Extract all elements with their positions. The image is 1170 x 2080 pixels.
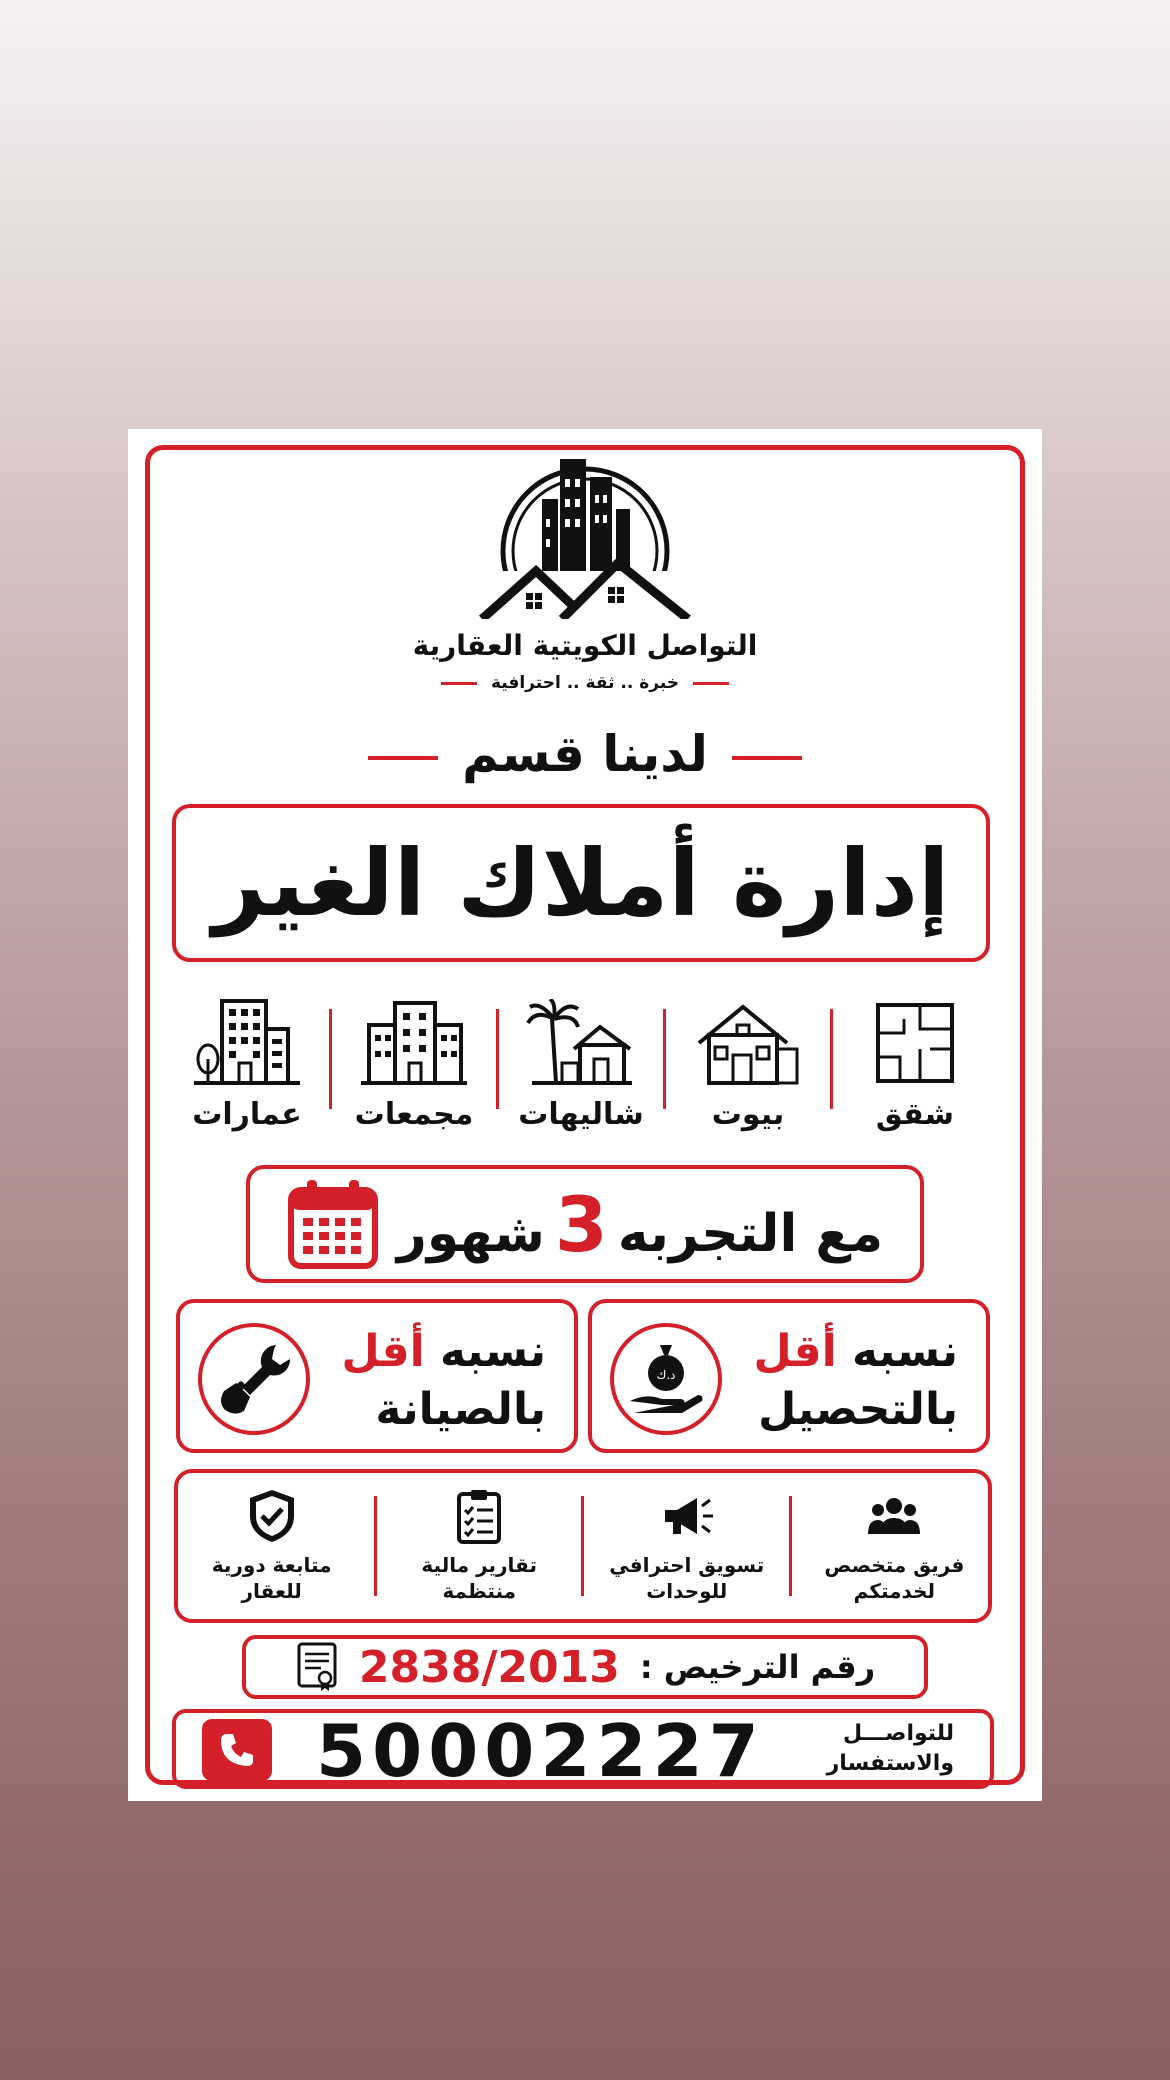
- property-type-houses: [673, 999, 823, 1132]
- license-box: [242, 1635, 928, 1699]
- clipboard-icon: [451, 1488, 507, 1544]
- lead-row: [128, 725, 1042, 783]
- lead-text: لدينا قسم: [462, 725, 708, 783]
- property-type-label: شقق: [875, 1097, 955, 1132]
- floor-plan-icon: [860, 999, 970, 1089]
- property-type-label: عمارات: [192, 1097, 302, 1132]
- trial-number: 3: [554, 1179, 608, 1269]
- fee-highlight: أقل: [341, 1326, 425, 1377]
- divider-line: [663, 1009, 666, 1109]
- bag-currency: د.ك: [656, 1368, 676, 1382]
- building-house-logo-icon: [468, 459, 702, 619]
- tower-building-icon: [192, 999, 302, 1089]
- company-tagline: خبرة .. ثقة .. احترافية: [490, 673, 680, 693]
- property-type-label: بيوت: [711, 1097, 785, 1132]
- flyer: [128, 429, 1042, 1801]
- fee-icon-circle: [198, 1323, 310, 1435]
- trial-prefix: مع التجربه: [617, 1203, 884, 1264]
- trial-text: [397, 1180, 883, 1269]
- divider-dash: [732, 756, 802, 760]
- fee-word: نسبه: [852, 1326, 958, 1377]
- complex-building-icon: [359, 999, 469, 1089]
- feature-reports: [394, 1488, 564, 1604]
- feature-label: متابعة دورية للعقار: [211, 1553, 332, 1603]
- shield-check-icon: [244, 1488, 300, 1544]
- main-title-box: [172, 804, 990, 962]
- megaphone-icon: [659, 1488, 715, 1544]
- divider-line: [789, 1496, 792, 1596]
- property-type-chalets: [506, 999, 656, 1132]
- property-type-apartments: [840, 999, 990, 1132]
- features-box: [174, 1469, 992, 1623]
- money-bag-hand-icon: [626, 1339, 706, 1419]
- divider-line: [374, 1496, 377, 1596]
- license-label: رقم الترخيص :: [639, 1648, 876, 1686]
- wrench-hand-icon: [214, 1339, 294, 1419]
- divider-line: [581, 1496, 584, 1596]
- feature-followup: [187, 1488, 357, 1604]
- fee-box-maintenance: [176, 1299, 578, 1453]
- divider-dash: [441, 682, 477, 685]
- property-type-label: مجمعات: [354, 1097, 474, 1132]
- trial-box: [246, 1165, 924, 1283]
- house-icon: [693, 999, 803, 1089]
- feature-label: تسويق احترافي للوحدات: [609, 1553, 765, 1603]
- phone-button[interactable]: [202, 1719, 272, 1781]
- phone-number[interactable]: 50002227: [316, 1709, 765, 1793]
- fee-text: [754, 1323, 958, 1439]
- company-name: التواصل الكويتية العقارية: [412, 629, 758, 662]
- contact-label: للتواصـــل والاستفسار: [826, 1721, 954, 1776]
- fee-line-1: [754, 1323, 958, 1381]
- divider-line: [496, 1009, 499, 1109]
- tagline-row: [128, 673, 1042, 693]
- divider-line: [329, 1009, 332, 1109]
- license-number: 2838/2013: [358, 1641, 620, 1693]
- trial-suffix: شهور: [396, 1203, 545, 1264]
- fee-box-collection: [588, 1299, 990, 1453]
- main-title: إدارة أملاك الغير: [212, 829, 950, 937]
- fee-line-1: [342, 1323, 546, 1381]
- fee-line-2: بالصيانة: [375, 1384, 546, 1435]
- calendar-icon: [287, 1178, 379, 1270]
- feature-team: [809, 1488, 979, 1604]
- chalet-palm-icon: [526, 999, 636, 1089]
- fee-highlight: أقل: [753, 1326, 837, 1377]
- divider-dash: [368, 756, 438, 760]
- property-type-label: شاليهات: [518, 1097, 644, 1132]
- certificate-icon: [295, 1642, 339, 1692]
- phone-icon: [217, 1730, 257, 1770]
- property-type-buildings: [172, 999, 322, 1132]
- contact-box: [172, 1709, 994, 1793]
- property-type-complexes: [339, 999, 489, 1132]
- divider-line: [830, 1009, 833, 1109]
- divider-dash: [693, 682, 729, 685]
- feature-label: فريق متخصص لخدمتكم: [824, 1553, 965, 1603]
- fee-text: [342, 1323, 546, 1439]
- fee-word: نسبه: [440, 1326, 546, 1377]
- property-types: [172, 999, 990, 1139]
- fee-line-2: بالتحصيل: [758, 1384, 958, 1435]
- feature-label: تقارير مالية منتظمة: [421, 1553, 537, 1603]
- team-icon: [866, 1488, 922, 1544]
- feature-marketing: [602, 1488, 772, 1604]
- fee-icon-circle: [610, 1323, 722, 1435]
